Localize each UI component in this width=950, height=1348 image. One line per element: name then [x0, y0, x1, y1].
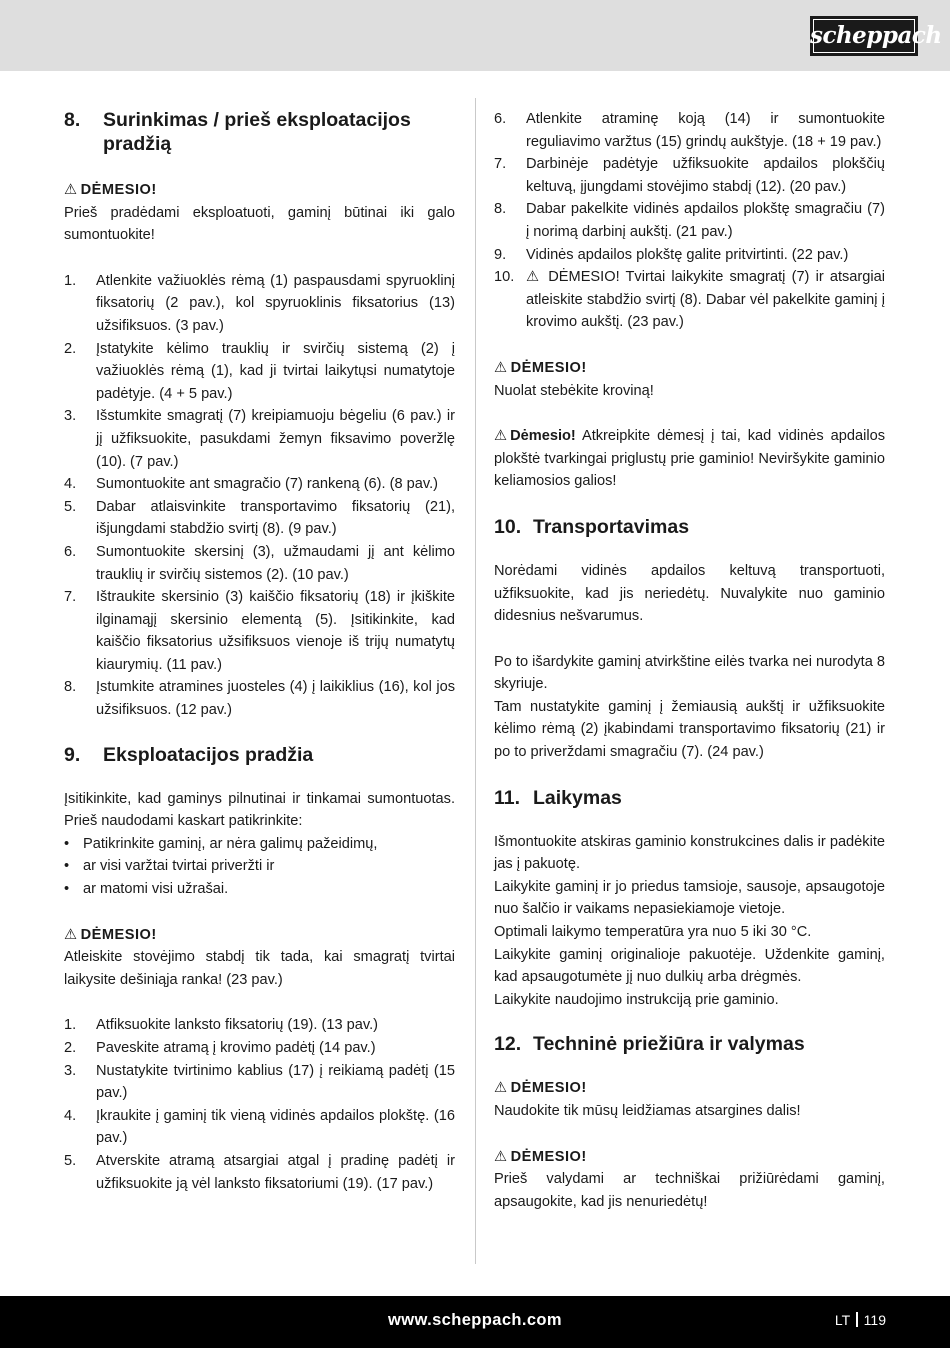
- section-12-warning: ⚠ DĖMESIO! Prieš valydami ar techniškai prižiūrėdami gaminį, apsaugokite, kad jis nenuriedėtų!: [494, 1146, 885, 1214]
- section-8-title: 8. Surinkimas / prieš eksploatacijos pradžią: [64, 109, 411, 155]
- list-item: 3. Nustatykite tvirtinimo kablius (17) į reikiamą padėtį (15 pav.): [64, 1062, 455, 1102]
- column-divider: [475, 98, 476, 1264]
- section-8-steps: [64, 270, 455, 722]
- section-12-warning: ⚠ DĖMESIO! Naudokite tik mūsų leidžiamas atsargines dalis!: [494, 1077, 885, 1122]
- section-9-steps: [64, 1014, 455, 1195]
- section-9-steps-continued: [494, 108, 885, 334]
- list-item: • Patikrinkite gaminį, ar nėra galimų pažeidimų,: [64, 835, 378, 852]
- section-9-title: 9. Eksploatacijos pradžia: [64, 743, 314, 766]
- warning-icon: ⚠: [494, 1080, 508, 1097]
- section-11-paragraph: Optimali laikymo temperatūra yra nuo 5 iki 30 °C.: [494, 924, 812, 941]
- list-item: 2. Paveskite atramą į krovimo padėtį (14 pav.): [64, 1040, 376, 1056]
- section-11-paragraph: Išmontuokite atskiras gaminio konstrukcines dalis ir padėkite jas į pakuotę.: [494, 833, 885, 873]
- list-item: 6. Atlenkite atraminę koją (14) ir sumontuokite reguliavimo varžtus (15) grindų aukštyje. (18 + 19 pav.): [494, 111, 885, 150]
- load-note: ⚠ Dėmesio! Atkreipkite dėmesį į tai, kad vidinės apdailos plokštė tvarkingai priglustų prie gaminio! Neviršykite gaminio keliamosios galios!: [494, 425, 885, 493]
- list-item: 3. Išstumkite smagratį (7) kreipiamuoju bėgeliu (6 pav.) ir jį užfiksuokite, pasukdami žemyn fiksavimo poveržlę (10). (7 pav.): [64, 408, 455, 470]
- list-item: • ar matomi visi užrašai.: [64, 881, 229, 898]
- website-url: www.scheppach.com: [388, 1311, 562, 1329]
- header-bar: [0, 0, 950, 71]
- section-12-title: 12. Techninė priežiūra ir valymas: [494, 1033, 805, 1056]
- warning-icon: ⚠: [64, 926, 78, 943]
- list-item: 10. ⚠ DĖMESIO! Tvirtai laikykite smagratį (7) ir atsargiai atleiskite stabdžio svirtį (8). Dabar vėl pakelkite gaminį į krovimo aukštį. (23 pav.): [494, 266, 885, 334]
- section-9-intro: Įsitikinkite, kad gaminys pilnutinai ir tinkamai sumontuotas. Prieš naudodami kaskart patikrinkite:: [64, 790, 455, 830]
- list-item: 4. Sumontuokite ant smagračio (7) rankeną (6). (8 pav.): [64, 476, 439, 493]
- warning-icon: ⚠: [494, 428, 508, 445]
- list-item: 8. Įstumkite atramines juosteles (4) į laikiklius (16), kol jos užsifiksuos. (12 pav.): [64, 679, 455, 719]
- section-11-title: 11. Laikymas: [494, 786, 622, 809]
- list-item: • ar visi varžtai tvirtai priveržti ir: [64, 858, 275, 875]
- brand-logo: scheppach: [810, 16, 918, 56]
- section-10-title: 10. Transportavimas: [494, 515, 690, 538]
- list-item: 7. Darbinėje padėtyje užfiksuokite apdailos plokščių keltuvą, įjungdami stovėjimo stabdį (12). (20 pav.): [494, 156, 885, 195]
- warning-icon: ⚠: [526, 269, 540, 286]
- section-9-checklist: [64, 833, 455, 901]
- footer-bar: [0, 1296, 950, 1348]
- warning-icon: ⚠: [494, 1148, 508, 1165]
- section-10-paragraph: Norėdami vidinės apdailos keltuvą transportuoti, užfiksuokite, kad jis neriedėtų. Nuvalykite nuo gaminio didesnius nešvarumus.: [494, 562, 885, 625]
- section-10-paragraph: Tam nustatykite gaminį į žemiausią aukštį ir užfiksuokite kėlimo rėmą (2) įkabindami transportavimo fiksatorių (21) ir po to priverždami smagračiu (7). (24 pav.): [494, 698, 885, 761]
- warning-icon: ⚠: [64, 182, 78, 198]
- list-item: 9. Vidinės apdailos plokštę galite pritvirtinti. (22 pav.): [494, 246, 849, 263]
- section-9-warning: ⚠ DĖMESIO! Atleiskite stovėjimo stabdį tik tada, kai smagratį tvirtai laikysite dešiniąja ranka! (23 pav.): [64, 924, 455, 992]
- list-item: 5. Dabar atlaisvinkite transportavimo fiksatorių (21), išjungdami stabdžio svirtį (8). (9 pav.): [64, 498, 455, 538]
- section-11-paragraph: Laikykite gaminį originalioje pakuotėje. Uždenkite gaminį, kad apsaugotumėte jį nuo dulkių arba drėgmės.: [494, 946, 885, 986]
- list-item: 8. Dabar pakelkite vidinės apdailos plokštę smagračiu (7) į norimą darbinį aukštį. (21 pav.): [494, 201, 885, 240]
- section-11-paragraph: Laikykite gaminį ir jo priedus tamsioje, sausoje, apsaugotoje nuo šalčio ir vaikams nepasiekiamoje vietoje.: [494, 878, 885, 918]
- list-item: 6. Sumontuokite skersinį (3), užmaudami jį ant kėlimo trauklių ir svirčių sistemos (2). (10 pav.): [64, 543, 455, 583]
- section-8-warning: ⚠ DĖMESIO! Prieš pradėdami eksploatuoti, gaminį būtinai iki galo sumontuokite!: [64, 179, 455, 247]
- list-item: 4. Įkraukite į gaminį tik vieną vidinės apdailos plokštę. (16 pav.): [64, 1107, 455, 1147]
- section-10-paragraph: Po to išardykite gaminį atvirkštine eilės tvarka nei nurodyta 8 skyriuje.: [494, 653, 885, 693]
- section-11-paragraph: Laikykite naudojimo instrukciją prie gaminio.: [494, 991, 779, 1008]
- warning-icon: ⚠: [494, 359, 508, 376]
- list-item: 1. Atfiksuokite lanksto fiksatorių (19). (13 pav.): [64, 1017, 378, 1034]
- left-column: [64, 108, 455, 1195]
- list-item: 5. Atverskite atramą atsargiai atgal į pradinę padėtį ir užfiksuokite ją vėl lanksto fiksatoriumi (19). (17 pav.): [64, 1152, 455, 1192]
- load-warning: ⚠ DĖMESIO! Nuolat stebėkite kroviną!: [494, 357, 885, 402]
- page-number: LT 119: [834, 1312, 886, 1328]
- right-column: [494, 108, 885, 1213]
- list-item: 2. Įstatykite kėlimo trauklių ir svirčių sistemą (2) į važiuoklės rėmą (1), kad ji tvirtai laikytųsi numatytoje padėtyje. (4 + 5 pav.): [64, 340, 455, 402]
- list-item: 7. Ištraukite skersinio (3) kaiščio fiksatorių (18) ir įkiškite ilginamąjį skersinio elementą (5). Įsitikinkite, kad kaiščio fiksatorius užsifiksuos vienoje iš trijų numatytų kiaurymių. (11 pav.): [64, 589, 455, 673]
- list-item: 1. Atlenkite važiuoklės rėmą (1) paspausdami spyruoklinį fiksatorių (2 pav.), kol spyruoklinis fiksatorius (13) užsifiksuos. (3 pav.): [64, 272, 455, 334]
